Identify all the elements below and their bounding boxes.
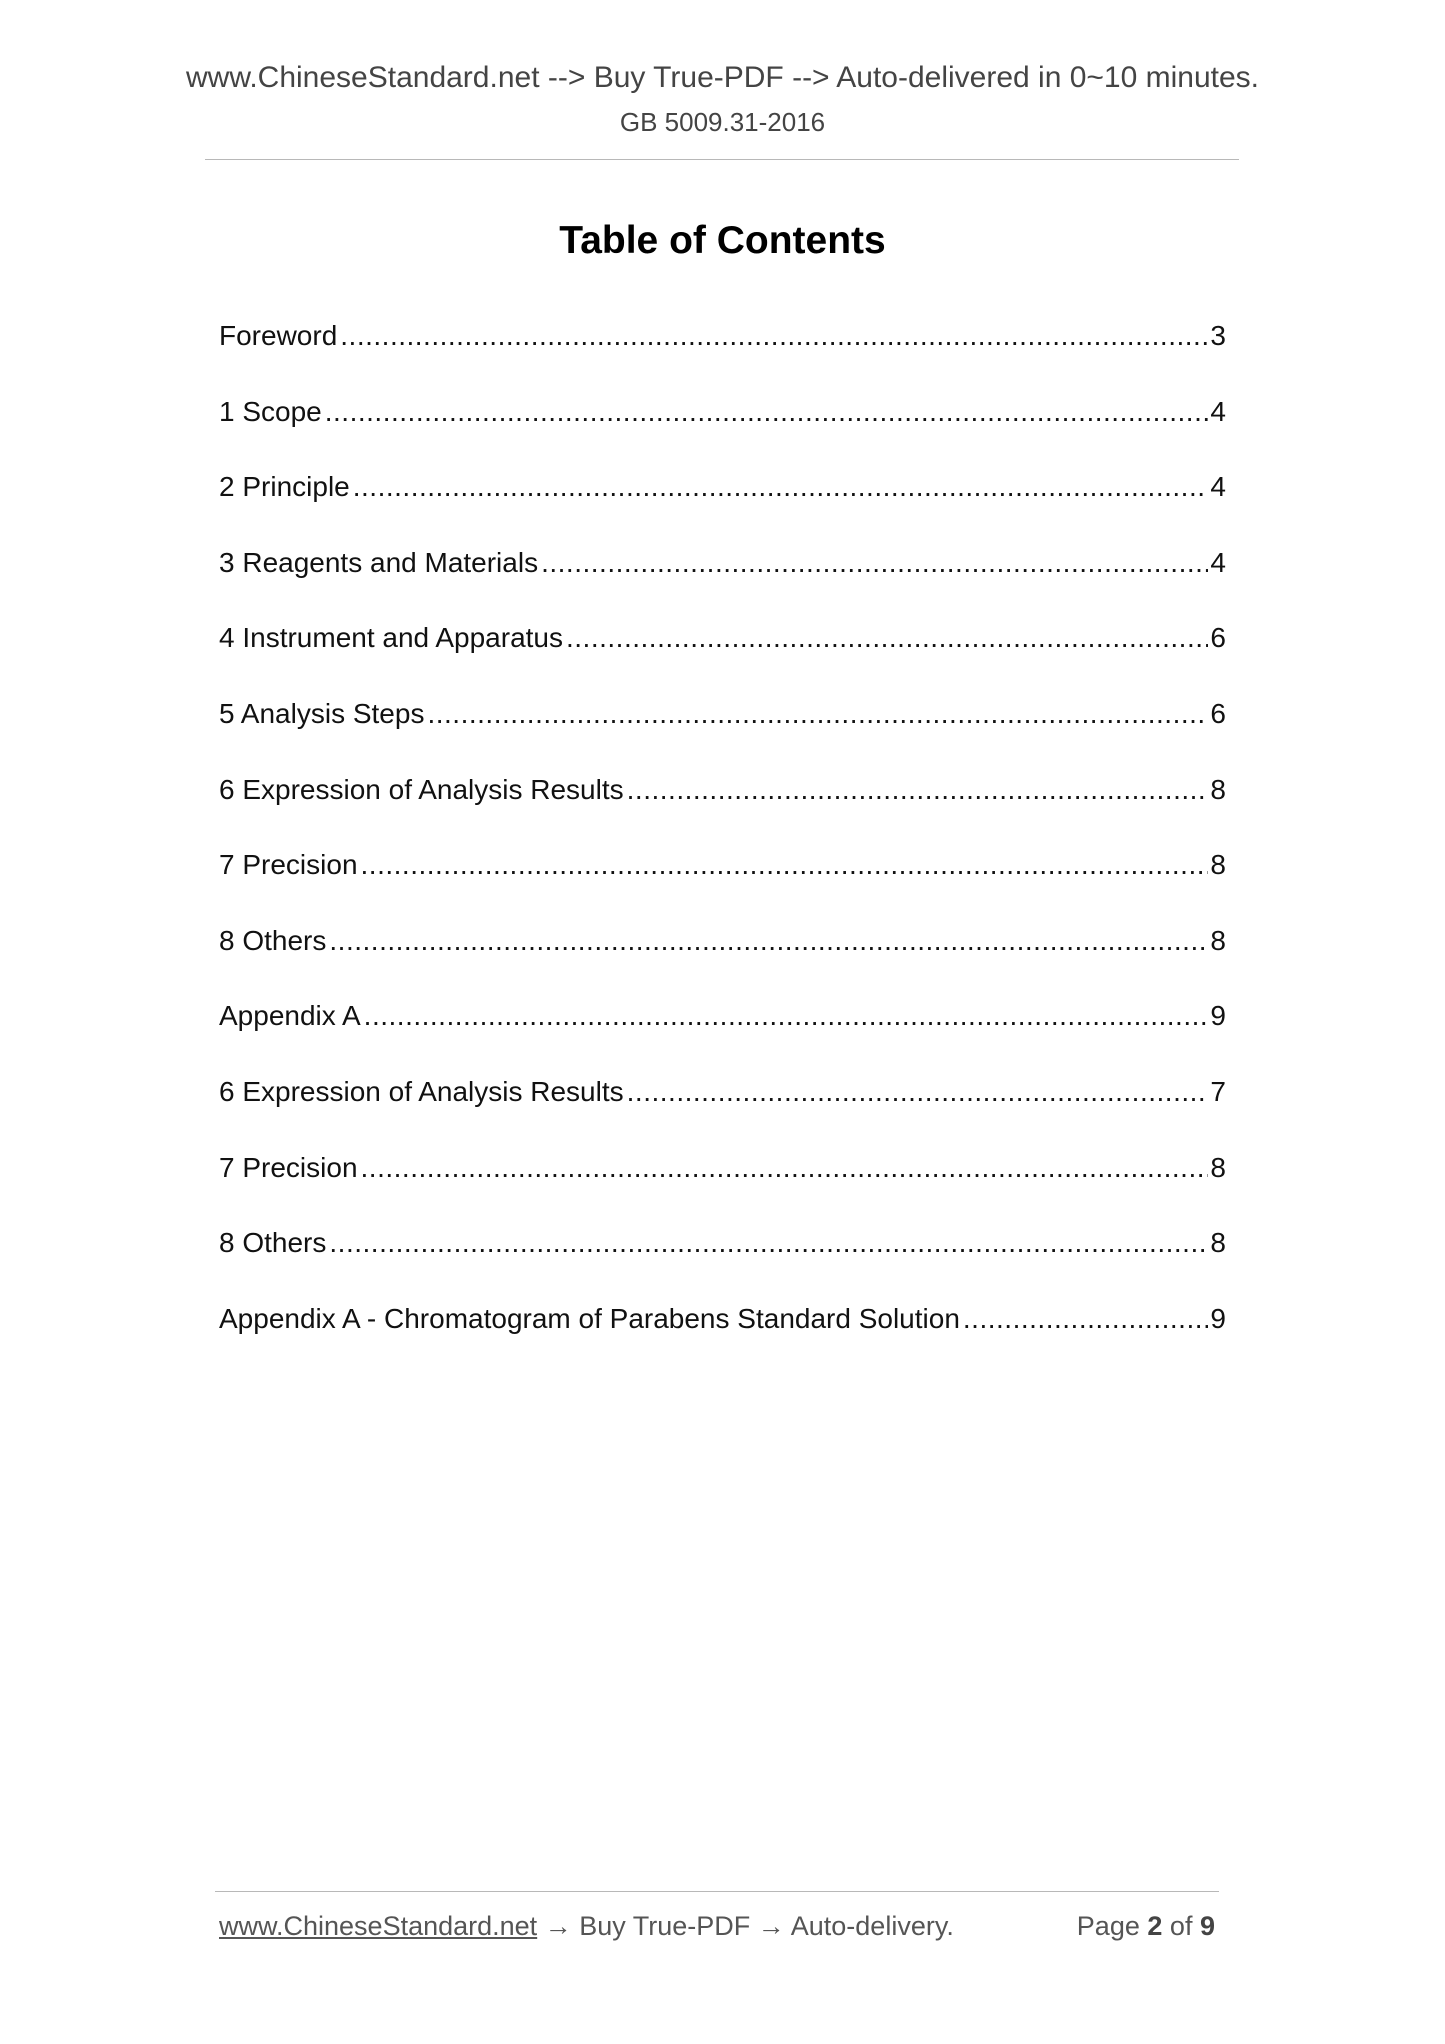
toc-entry-page: 7 bbox=[1210, 1075, 1226, 1107]
toc-entry-title: 7 Precision bbox=[219, 849, 358, 881]
total-pages-number: 9 bbox=[1199, 1911, 1215, 1941]
dot-leader bbox=[566, 600, 1208, 676]
table-of-contents bbox=[219, 298, 1226, 1356]
toc-entry[interactable] bbox=[219, 978, 1226, 1054]
toc-entry-page: 8 bbox=[1210, 1151, 1226, 1183]
toc-entry-title: 8 Others bbox=[219, 1227, 327, 1259]
toc-entry-page: 9 bbox=[1210, 1302, 1226, 1334]
toc-entry[interactable] bbox=[219, 1054, 1226, 1130]
toc-entry-title: 4 Instrument and Apparatus bbox=[219, 622, 563, 654]
footer-site-link[interactable]: www.ChineseStandard.net bbox=[219, 1911, 538, 1941]
dot-leader bbox=[541, 525, 1208, 601]
toc-entry-page: 4 bbox=[1210, 471, 1226, 503]
toc-entry-page: 6 bbox=[1210, 622, 1226, 654]
toc-entry-page: 8 bbox=[1210, 1227, 1226, 1259]
toc-entry[interactable] bbox=[219, 374, 1226, 450]
toc-entry-page: 8 bbox=[1210, 849, 1226, 881]
header-divider bbox=[205, 159, 1239, 160]
current-page-number: 2 bbox=[1147, 1911, 1163, 1941]
toc-entry[interactable] bbox=[219, 298, 1226, 374]
toc-entry-page: 3 bbox=[1210, 320, 1226, 351]
toc-entry-page: 4 bbox=[1210, 395, 1226, 427]
page-footer bbox=[219, 1909, 1215, 1943]
page-title: Table of Contents bbox=[559, 219, 886, 262]
toc-entry-title: 1 Scope bbox=[219, 395, 322, 427]
footer-left bbox=[219, 1909, 954, 1943]
toc-entry[interactable] bbox=[219, 600, 1226, 676]
toc-entry[interactable] bbox=[219, 1281, 1226, 1357]
dot-leader bbox=[361, 827, 1209, 903]
dot-leader bbox=[340, 298, 1208, 374]
toc-entry[interactable] bbox=[219, 752, 1226, 828]
toc-entry-title: 3 Reagents and Materials bbox=[219, 546, 539, 578]
dot-leader bbox=[353, 449, 1209, 525]
toc-entry-title: Appendix A - Chromatogram of Parabens Standard Solution bbox=[219, 1302, 960, 1334]
dot-leader bbox=[963, 1281, 1209, 1357]
toc-entry-page: 9 bbox=[1210, 1000, 1226, 1032]
toc-entry-page: 8 bbox=[1210, 924, 1226, 956]
toc-entry-title: Appendix A bbox=[219, 1000, 361, 1032]
footer-tagline: → Buy True-PDF → Auto-delivery. bbox=[544, 1911, 954, 1941]
header-banner: www.ChineseStandard.net --> Buy True-PDF --> Auto-delivered in 0~10 minutes. bbox=[185, 61, 1260, 94]
toc-entry-title: Foreword bbox=[219, 320, 338, 351]
toc-entry-title: 2 Principle bbox=[219, 471, 350, 503]
toc-entry-title: 6 Expression of Analysis Results bbox=[219, 1075, 624, 1107]
toc-entry[interactable] bbox=[219, 1130, 1226, 1206]
toc-entry-title: 6 Expression of Analysis Results bbox=[219, 773, 624, 805]
toc-entry[interactable] bbox=[219, 449, 1226, 525]
toc-entry-title: 5 Analysis Steps bbox=[219, 697, 425, 729]
dot-leader bbox=[329, 903, 1208, 979]
standard-number: GB 5009.31-2016 bbox=[619, 107, 826, 137]
toc-entry[interactable] bbox=[219, 676, 1226, 752]
toc-entry-title: 8 Others bbox=[219, 924, 327, 956]
dot-leader bbox=[329, 1205, 1208, 1281]
toc-entry-title: 7 Precision bbox=[219, 1151, 358, 1183]
toc-entry-page: 6 bbox=[1210, 697, 1226, 729]
page-label: Page bbox=[1076, 1911, 1140, 1941]
dot-leader bbox=[364, 978, 1209, 1054]
dot-leader bbox=[361, 1130, 1209, 1206]
page-of-label: of bbox=[1169, 1911, 1193, 1941]
dot-leader bbox=[427, 676, 1208, 752]
page-indicator bbox=[1077, 1909, 1215, 1943]
toc-entry-page: 8 bbox=[1210, 773, 1226, 805]
toc-entry[interactable] bbox=[219, 525, 1226, 601]
footer-divider bbox=[215, 1891, 1219, 1892]
dot-leader bbox=[627, 752, 1209, 828]
toc-entry[interactable] bbox=[219, 903, 1226, 979]
toc-entry[interactable] bbox=[219, 827, 1226, 903]
toc-entry-page: 4 bbox=[1210, 546, 1226, 578]
toc-entry[interactable] bbox=[219, 1205, 1226, 1281]
dot-leader bbox=[325, 374, 1209, 450]
dot-leader bbox=[627, 1054, 1209, 1130]
